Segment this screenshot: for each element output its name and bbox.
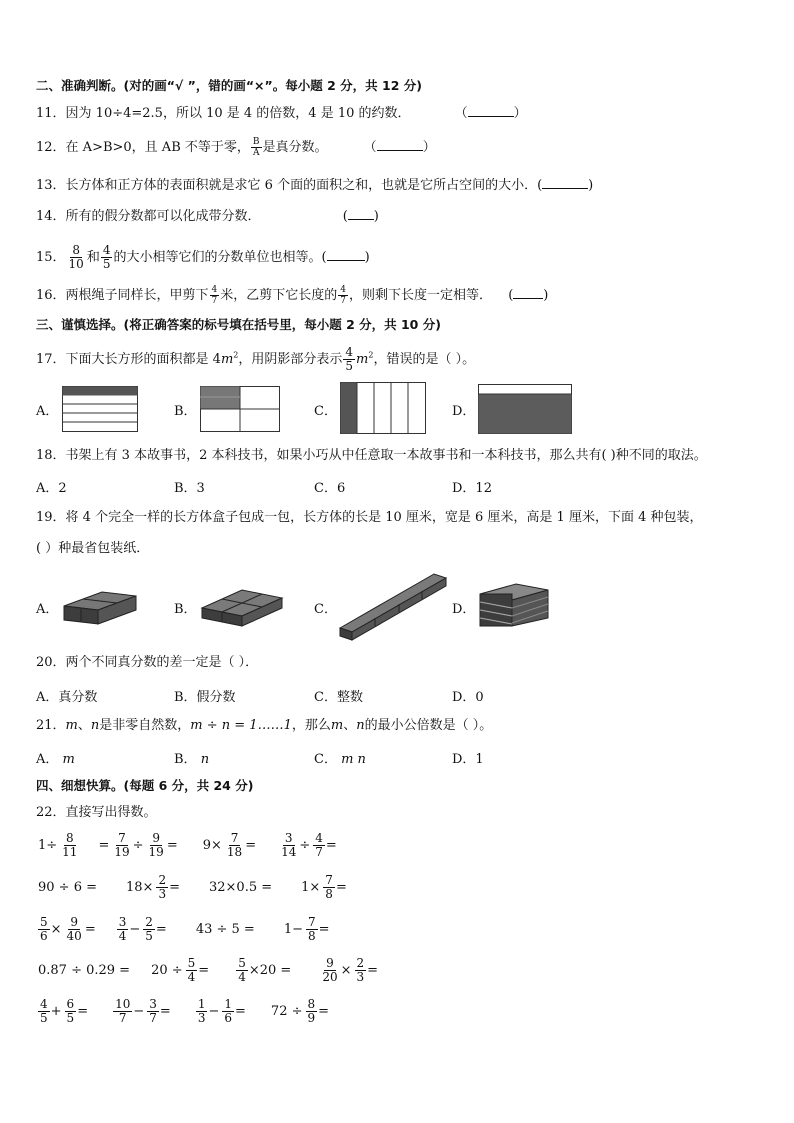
- calc-fraction: $\frac{2}{5}$: [145, 915, 153, 943]
- question-16: 16．两根绳子同样长，甲剪下 $\frac{4}{7}$ 米，乙剪下它长度的 $\frac{4}{7}$ ，则剩下长度一定相等． ( ): [36, 285, 549, 306]
- calc-text: 18×: [126, 880, 154, 895]
- question-12: 12．在 A>B>0，且 AB 不等于零， $\frac{B}{A}$ 是真分数。 （ ）: [36, 137, 436, 158]
- calc-text: ×: [340, 963, 352, 978]
- calc-row-4: [38, 957, 381, 984]
- calc-fraction: $\frac{9}{40}$: [66, 915, 82, 943]
- calc-text: =: [318, 922, 330, 937]
- q20-option-c[interactable]: C．整数: [314, 690, 363, 705]
- calc-fraction: $\frac{8}{11}$: [62, 831, 78, 859]
- calc-fraction: $\frac{7}{8}$: [308, 915, 316, 943]
- calc-text: =: [245, 838, 257, 853]
- calc-fraction: $\frac{7}{19}$: [114, 831, 130, 859]
- fraction-4-7-b: $\frac{4}{7}$: [340, 285, 347, 306]
- q11-text: 11．因为 10÷4=2.5，所以 10 是 4 的倍数，4 是 10 的约数．: [36, 106, 411, 121]
- calc-text: ×: [50, 922, 62, 937]
- calc-fraction: $\frac{3}{14}$: [281, 831, 297, 859]
- answer-blank-15[interactable]: [327, 248, 365, 261]
- calc-text: =: [98, 838, 110, 853]
- question-21: 21．m、n是非零自然数，m ÷ n = 1……1，那么m、n的最小公倍数是（ ）。: [36, 718, 493, 733]
- calc-text: 9×: [202, 838, 222, 853]
- calc-text: =: [77, 1004, 89, 1019]
- q18-option-c[interactable]: C．6: [314, 481, 346, 496]
- question-22: 22．直接写出得数。: [36, 805, 157, 820]
- q19-figure-b: [200, 578, 284, 634]
- fraction-b-over-a: $\frac{B}{A}$: [252, 137, 260, 158]
- q21-option-d[interactable]: D．1: [452, 752, 484, 767]
- calc-row-3: [38, 916, 333, 943]
- calc-fraction: $\frac{9}{20}$: [322, 956, 338, 984]
- question-11: 11．因为 10÷4=2.5，所以 10 是 4 的倍数，4 是 10 的约数． （ ）: [36, 106, 527, 121]
- calc-fraction: $\frac{7}{8}$: [325, 873, 333, 901]
- calc-text: +: [50, 1004, 62, 1019]
- question-14: 14．所有的假分数都可以化成带分数． ( ): [36, 209, 379, 224]
- calc-fraction: $\frac{3}{4}$: [118, 915, 127, 943]
- answer-blank-12[interactable]: [377, 138, 423, 151]
- calc-fraction: $\frac{4}{7}$: [315, 831, 323, 859]
- question-15: 15． $\frac{8}{10}$ 和 $\frac{4}{5}$ 的大小相等它们的分数单位也相等。( ): [36, 243, 370, 271]
- calc-row-5: [38, 998, 332, 1025]
- calc-text: 72 ÷: [270, 1004, 303, 1019]
- q19-figure-d: [476, 582, 552, 630]
- calc-fraction: $\frac{6}{5}$: [66, 997, 75, 1025]
- q19-option-b[interactable]: B．: [174, 602, 197, 617]
- calc-fraction: $\frac{1}{3}$: [197, 997, 206, 1025]
- q21-option-b[interactable]: B． n: [174, 752, 210, 767]
- q19-option-d[interactable]: D．: [452, 602, 476, 617]
- q19-figure-a: [62, 580, 138, 630]
- q17-option-d[interactable]: D．: [452, 404, 476, 419]
- section-2-title: 二、准确判断。(对的画“√ ”，错的画“×”。每小题 2 分，共 12 分): [36, 78, 422, 93]
- calc-text: ÷: [299, 838, 311, 853]
- fraction-8-10: $\frac{8}{10}$: [68, 243, 84, 271]
- q17-figure-b: [200, 386, 280, 432]
- calc-text: 32×0.5 =: [208, 880, 273, 895]
- calc-text: −: [133, 1004, 145, 1019]
- q19-option-c[interactable]: C．: [314, 602, 337, 617]
- question-19: 19．将 4 个完全一样的长方体盒子包成一包，长方体的长是 10 厘米，宽是 6 厘米，高是 1 厘米，下面 4 种包装，: [36, 510, 703, 525]
- q20-option-a[interactable]: A．真分数: [36, 690, 98, 705]
- calc-text: 90 ÷ 6 =: [38, 880, 97, 895]
- calc-fraction: $\frac{8}{9}$: [307, 997, 316, 1025]
- calc-text: 20 ÷: [151, 963, 183, 978]
- answer-blank-16[interactable]: [513, 286, 543, 299]
- section-4-title: 四、细想快算。(每题 6 分，共 24 分): [36, 778, 254, 793]
- q17-figure-c: [340, 382, 426, 434]
- answer-blank-11[interactable]: [468, 104, 514, 117]
- calc-fraction: $\frac{3}{7}$: [149, 997, 157, 1025]
- q21-option-a[interactable]: A． m: [36, 752, 75, 767]
- calc-text: ÷: [132, 838, 144, 853]
- calc-text: =: [155, 922, 167, 937]
- calc-text: =: [166, 838, 178, 853]
- question-17: 17．下面大长方形的面积都是 $4m^2$，用阴影部分表示 $\frac{4}{5}$ $m^2$，错误的是（ ）。: [36, 345, 476, 373]
- calc-row-1: [38, 832, 340, 859]
- calc-text: =: [198, 963, 210, 978]
- fraction-4-5-q17: $\frac{4}{5}$: [345, 345, 354, 373]
- calc-fraction: $\frac{5}{4}$: [187, 956, 196, 984]
- section-3-title: 三、谨慎选择。(将正确答案的标号填在括号里，每小题 2 分，共 10 分): [36, 317, 441, 332]
- question-13: 13．长方体和正方体的表面积就是求它 6 个面的面积之和，也就是它所占空间的大小．( ): [36, 178, 594, 193]
- calc-text: =: [318, 1004, 330, 1019]
- calc-text: 43 ÷ 5 =: [195, 922, 255, 937]
- calc-fraction: $\frac{9}{19}$: [148, 831, 164, 859]
- q20-option-b[interactable]: B．假分数: [174, 690, 236, 705]
- calc-fraction: $\frac{10}{7}$: [115, 997, 131, 1025]
- q21-option-c[interactable]: C． m n: [314, 752, 366, 767]
- answer-blank-13[interactable]: [542, 176, 588, 189]
- calc-fraction: $\frac{4}{5}$: [40, 997, 48, 1025]
- q19-option-a[interactable]: A．: [36, 602, 59, 617]
- calc-text: ×20 =: [248, 963, 292, 978]
- calc-text: −: [208, 1004, 220, 1019]
- fraction-4-5: $\frac{4}{5}$: [102, 243, 111, 271]
- calc-text: 0.87 ÷ 0.29 =: [38, 963, 131, 978]
- calc-text: =: [325, 838, 337, 853]
- question-19-cont: ( ）种最省包装纸．: [36, 541, 150, 556]
- calc-text: =: [335, 880, 347, 895]
- q19-figure-c: [338, 570, 448, 642]
- q18-option-a[interactable]: A．2: [36, 481, 67, 496]
- calc-text: −: [129, 922, 141, 937]
- q18-option-b[interactable]: B．3: [174, 481, 205, 496]
- q17-figure-a: [62, 386, 138, 432]
- calc-text: 1−: [283, 922, 303, 937]
- q17-option-c[interactable]: C．: [314, 404, 337, 419]
- question-18: 18．书架上有 3 本故事书，2 本科技书，如果小巧从中任意取一本故事书和一本科技书，那么共有( )种不同的取法。: [36, 448, 707, 463]
- calc-text: =: [169, 880, 180, 895]
- calc-fraction: $\frac{5}{6}$: [40, 915, 48, 943]
- calc-fraction: $\frac{1}{6}$: [224, 997, 233, 1025]
- calc-text: =: [84, 922, 96, 937]
- answer-blank-14[interactable]: [348, 207, 374, 220]
- question-20: 20．两个不同真分数的差一定是（ ）．: [36, 655, 259, 670]
- calc-fraction: $\frac{2}{3}$: [356, 956, 365, 984]
- calc-fraction: $\frac{5}{4}$: [238, 956, 246, 984]
- calc-text: =: [367, 963, 379, 978]
- calc-text: 1÷: [38, 838, 58, 853]
- q17-figure-d: [478, 384, 572, 434]
- q18-option-d[interactable]: D．12: [452, 481, 492, 496]
- calc-text: 1×: [301, 880, 321, 895]
- q17-option-b[interactable]: B．: [174, 404, 197, 419]
- calc-fraction: $\frac{2}{3}$: [158, 873, 167, 901]
- calc-fraction: $\frac{7}{18}$: [226, 831, 243, 859]
- calc-text: =: [159, 1004, 171, 1019]
- fraction-4-7-a: $\frac{4}{7}$: [211, 285, 218, 306]
- q20-option-d[interactable]: D．0: [452, 690, 484, 705]
- calc-row-2: [38, 874, 350, 901]
- calc-text: =: [235, 1004, 246, 1019]
- q17-option-a[interactable]: A．: [36, 404, 59, 419]
